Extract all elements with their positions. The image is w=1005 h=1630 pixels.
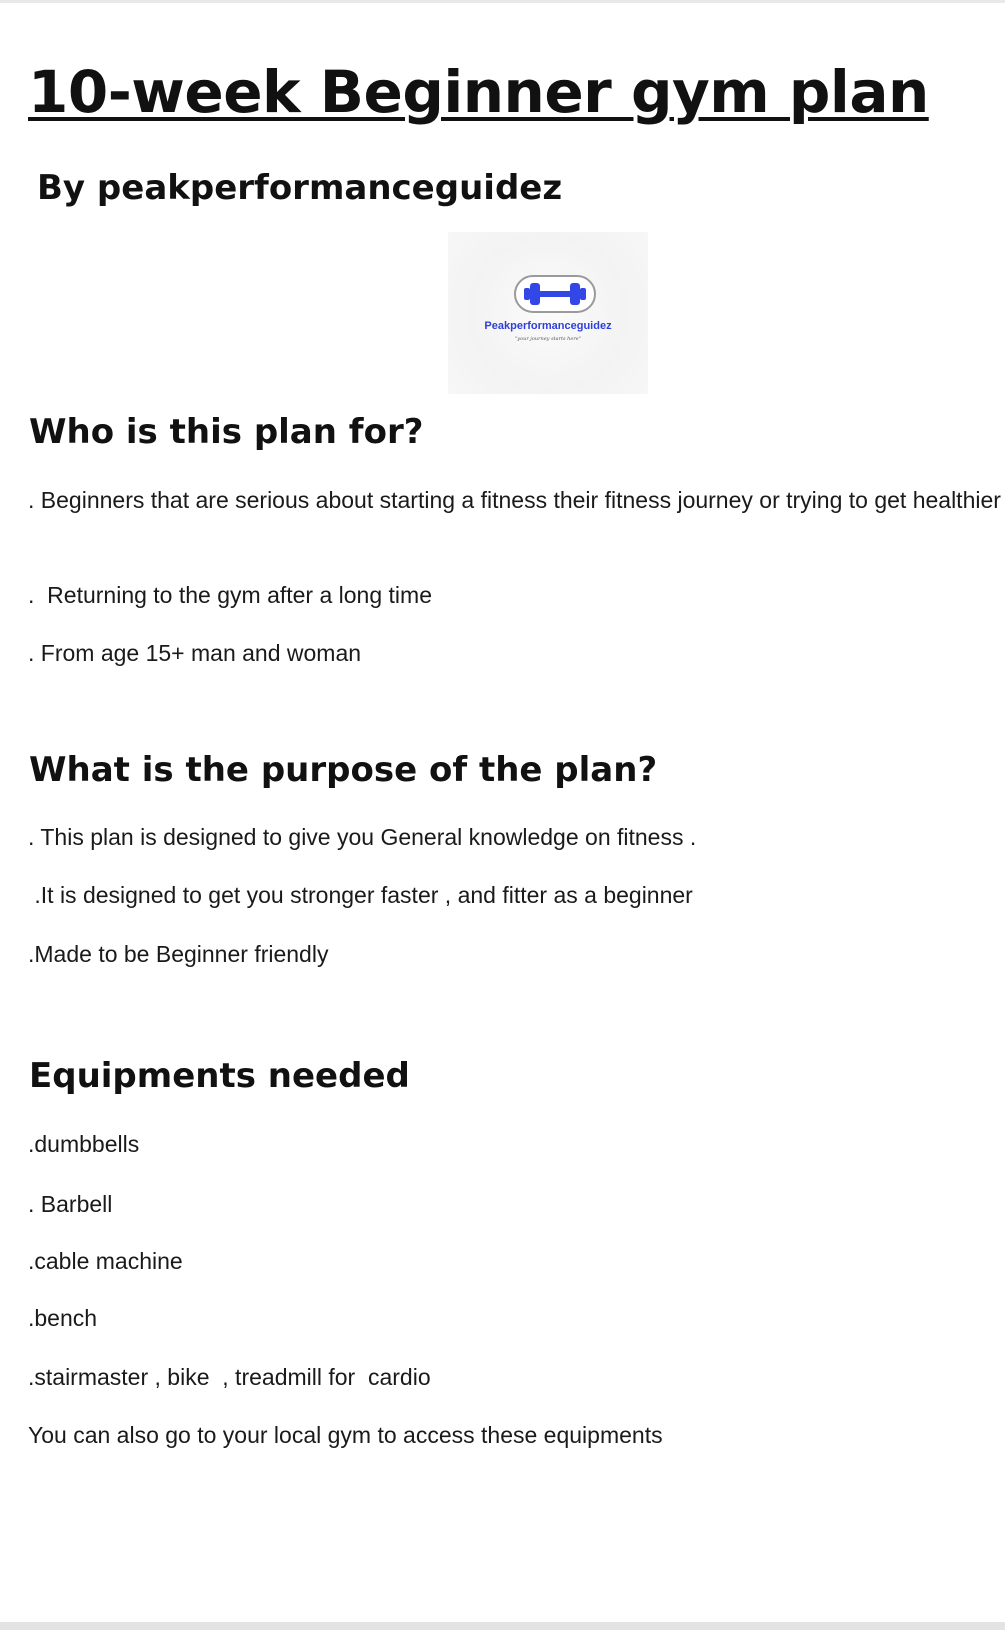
list-item: .bench (28, 1305, 98, 1331)
section-heading-equipment: Equipments needed (29, 1056, 410, 1096)
logo-badge (514, 275, 596, 313)
list-item: .stairmaster , bike , treadmill for cardio (28, 1364, 431, 1390)
list-item: .dumbbells (28, 1131, 140, 1157)
list-item: .It is designed to get you stronger faster , and fitter as a beginner (28, 882, 693, 908)
bottom-divider (0, 1622, 1005, 1630)
section-heading-purpose: What is the purpose of the plan? (29, 750, 658, 790)
list-item: . Beginners that are serious about starting a fitness their fitness journey or trying to get healthier (28, 487, 1001, 513)
author-byline: By peakperformanceguidez (37, 168, 563, 208)
list-item: .cable machine (28, 1248, 183, 1274)
list-item: You can also go to your local gym to access these equipments (28, 1422, 663, 1448)
page-title: 10-week Beginner gym plan (28, 58, 929, 126)
dumbbell-icon (516, 277, 594, 311)
list-item: . From age 15+ man and woman (28, 640, 362, 666)
list-item: .Made to be Beginner friendly (28, 941, 329, 967)
list-item: . Returning to the gym after a long time (28, 582, 432, 608)
logo-tagline: "your journey starts here" (514, 336, 582, 342)
list-item: . Barbell (28, 1191, 113, 1217)
brand-logo (448, 232, 648, 394)
list-item: . This plan is designed to give you General knowledge on fitness . (28, 824, 697, 850)
section-heading-who: Who is this plan for? (29, 412, 424, 452)
logo-brand-name: Peakperformanceguidez (484, 320, 612, 332)
top-divider (0, 0, 1005, 3)
